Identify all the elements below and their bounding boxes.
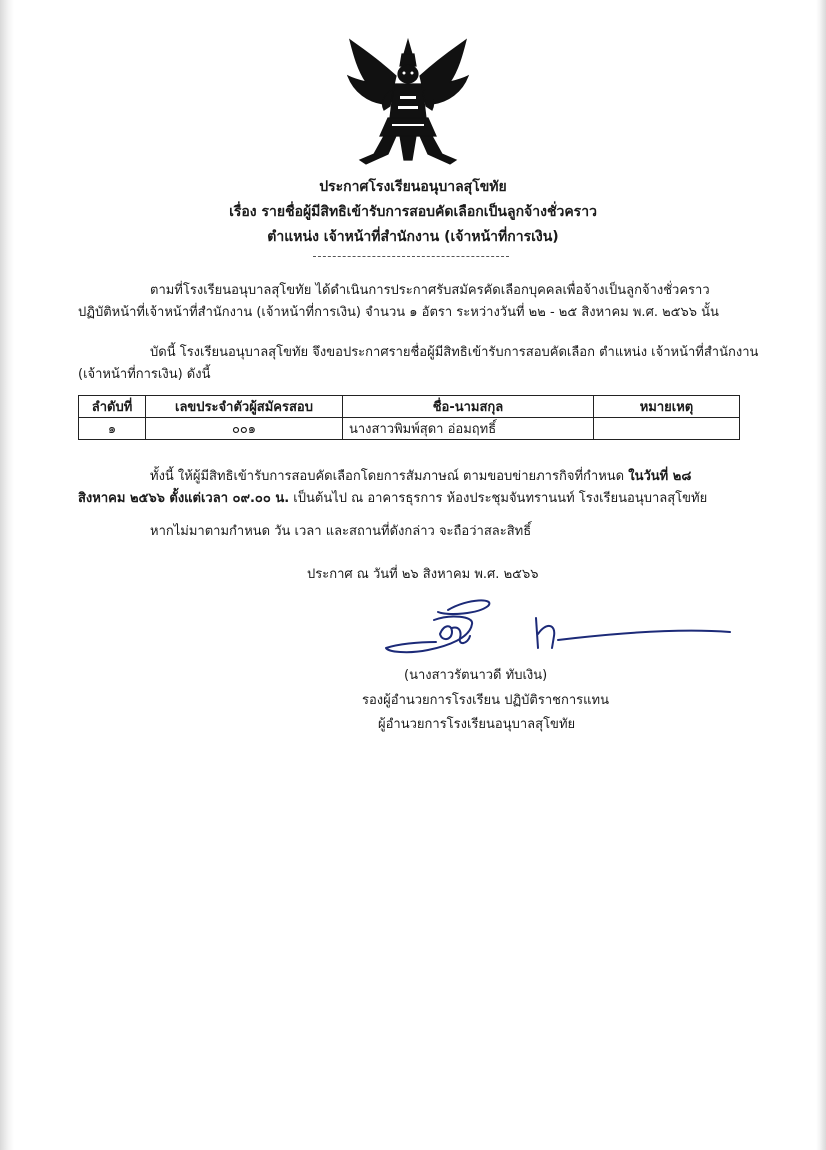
document-subject: เรื่อง รายชื่อผู้มีสิทธิเข้ารับการสอบคัดเลือกเป็นลูกจ้างชั่วคราว bbox=[229, 204, 597, 220]
interview-time-emphasis: สิงหาคม ๒๕๖๖ ตั้งแต่เวลา ๐๙.๐๐ น. bbox=[78, 491, 290, 506]
cell-full-name: นางสาวพิมพ์สุดา อ่อมฤทธิ์ bbox=[343, 418, 594, 440]
paragraph-3-line-2 bbox=[78, 491, 707, 507]
column-header-applicant-id: เลขประจำตัวผู้สมัครสอบ bbox=[146, 396, 343, 418]
signatory-name: (นางสาวรัตนาวดี ทับเงิน) bbox=[404, 668, 548, 683]
document-title: ประกาศโรงเรียนอนุบาลสุโขทัย bbox=[319, 179, 507, 195]
table-header-row bbox=[79, 396, 740, 418]
table-row bbox=[79, 418, 740, 440]
signatory-role-1: รองผู้อำนวยการโรงเรียน ปฏิบัติราชการแทน bbox=[362, 693, 609, 708]
paragraph-3-text: ทั้งนี้ ให้ผู้มีสิทธิเข้ารับการสอบคัดเลือกโดยการสัมภาษณ์ ตามขอบข่ายภารกิจที่กำหนด bbox=[150, 469, 629, 484]
paragraph-2-line-2: (เจ้าหน้าที่การเงิน) ดังนี้ bbox=[78, 367, 211, 382]
paragraph-1-line-2: ปฏิบัติหน้าที่เจ้าหน้าที่สำนักงาน (เจ้าหน้าที่การเงิน) จำนวน ๑ อัตรา ระหว่างวันที่ ๒๒ - ๒๕ สิงหาคม พ.ศ. ๒๕๖๖ นั้น bbox=[78, 305, 719, 320]
cell-remark bbox=[594, 418, 740, 440]
page-edge-shadow bbox=[816, 0, 826, 1150]
divider bbox=[313, 256, 509, 257]
paragraph-4: หากไม่มาตามกำหนด วัน เวลา และสถานที่ดังกล่าว จะถือว่าสละสิทธิ์ bbox=[150, 524, 532, 539]
paragraph-1-line-1: ตามที่โรงเรียนอนุบาลสุโขทัย ได้ดำเนินการประกาศรับสมัครคัดเลือกบุคคลเพื่อจ้างเป็นลูกจ้างชั่วคราว bbox=[150, 283, 710, 298]
paragraph-3-text-2: เป็นต้นไป ณ อาคารธุรการ ห้องประชุมจันทรานนท์ โรงเรียนอนุบาลสุโขทัย bbox=[289, 491, 708, 506]
cell-applicant-id: ๐๐๑ bbox=[146, 418, 343, 440]
paragraph-2-line-1: บัดนี้ โรงเรียนอนุบาลสุโขทัย จึงขอประกาศรายชื่อผู้มีสิทธิเข้ารับการสอบคัดเลือก ตำแหน่ง เจ้าหน้าที่สำนักงาน bbox=[150, 345, 759, 360]
paragraph-3-line-1 bbox=[150, 469, 691, 485]
column-header-remark: หมายเหตุ bbox=[594, 396, 740, 418]
page-edge-shadow bbox=[0, 0, 14, 1150]
column-header-full-name: ชื่อ-นามสกุล bbox=[343, 396, 594, 418]
announce-date: ประกาศ ณ วันที่ ๒๖ สิงหาคม พ.ศ. ๒๕๖๖ bbox=[307, 567, 539, 582]
signatory-role-2: ผู้อำนวยการโรงเรียนอนุบาลสุโขทัย bbox=[378, 717, 576, 732]
cell-order: ๑ bbox=[79, 418, 146, 440]
column-header-order: ลำดับที่ bbox=[79, 396, 146, 418]
candidate-table bbox=[78, 395, 740, 440]
handwritten-signature bbox=[378, 594, 738, 664]
garuda-emblem-icon bbox=[344, 36, 472, 166]
interview-date-emphasis: ในวันที่ ๒๘ bbox=[628, 469, 692, 484]
document-position: ตำแหน่ง เจ้าหน้าที่สำนักงาน (เจ้าหน้าที่การเงิน) bbox=[267, 229, 559, 245]
